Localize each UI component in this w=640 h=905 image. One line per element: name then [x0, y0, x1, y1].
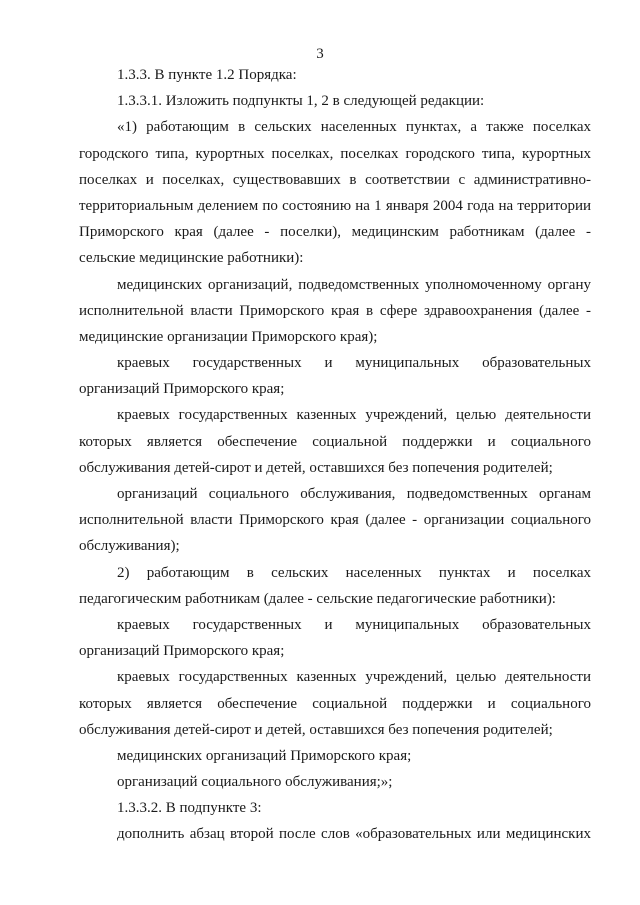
text-line: которых является обеспечение социальной поддержки и социального	[79, 433, 591, 450]
text-line: городского типа, курортных поселках, поселках городского типа, курортных	[79, 145, 591, 162]
text-line: организаций Приморского края;	[79, 643, 285, 660]
text-line: организаций социального обслуживания, подведомственных органам	[117, 486, 591, 502]
text-line: которых является обеспечение социальной поддержки и социального	[79, 695, 591, 712]
text-line: краевых государственных казенных учреждений, целью деятельности	[117, 407, 591, 424]
text-line: медицинские организации Приморского края);	[79, 328, 378, 345]
text-line: 1.3.3.2. В подпункте 3:	[117, 800, 262, 817]
text-line: обслуживания детей-сирот и детей, оставшихся без попечения родителей;	[79, 721, 553, 738]
text-line: территориальным делением по состоянию на 1 января 2004 года на территории	[79, 197, 591, 214]
text-line: организаций Приморского края;	[79, 381, 285, 398]
text-line: 1.3.3. В пункте 1.2 Порядка:	[117, 67, 297, 83]
text-line: краевых государственных и муниципальных образовательных	[117, 616, 591, 633]
text-line: обслуживания);	[79, 538, 180, 555]
text-line: краевых государственных казенных учреждений, целью деятельности	[117, 669, 591, 686]
document-body	[79, 62, 591, 848]
text-line: 1.3.3.1. Изложить подпункты 1, 2 в следующей редакции:	[117, 93, 485, 110]
text-line: 2) работающим в сельских населенных пунктах и поселках	[117, 564, 591, 581]
text-line: поселках и поселках, существовавших в соответствии с административно-	[79, 171, 591, 188]
page-number: 3	[316, 46, 324, 62]
text-line: обслуживания детей-сирот и детей, оставшихся без попечения родителей;	[79, 459, 553, 476]
text-line: медицинских организаций Приморского края;	[117, 747, 412, 764]
text-line: «1) работающим в сельских населенных пунктах, а также поселках	[117, 119, 591, 136]
text-line: дополнить абзац второй после слов «образовательных или медицинских	[117, 826, 591, 843]
text-line: исполнительной власти Приморского края (далее - организации социального	[79, 512, 591, 529]
text-line: организаций социального обслуживания;»;	[117, 774, 393, 791]
text-line: медицинских организаций, подведомственных уполномоченному органу	[117, 276, 591, 293]
text-line: исполнительной власти Приморского края в сфере здравоохранения (далее -	[79, 302, 591, 319]
text-line: краевых государственных и муниципальных образовательных	[117, 355, 591, 372]
text-line: педагогическим работникам (далее - сельские педагогические работники):	[79, 590, 556, 607]
text-line: Приморского края (далее - поселки), медицинским работникам (далее -	[79, 224, 591, 241]
text-line: сельские медицинские работники):	[79, 250, 304, 267]
